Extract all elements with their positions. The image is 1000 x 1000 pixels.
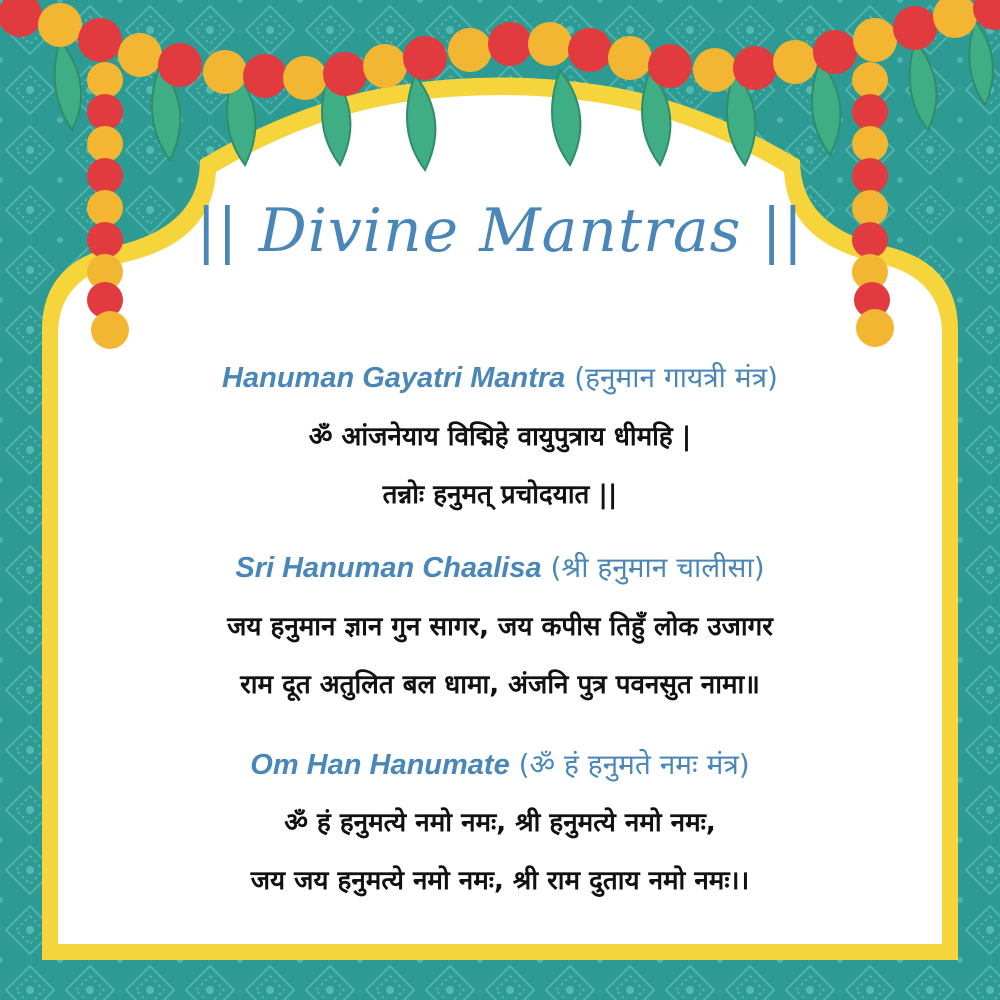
verse-line: तन्नोः हनुमत् प्रचोदयात || <box>382 480 618 510</box>
heading-english: Sri Hanuman Chaalisa <box>235 552 542 584</box>
page-title <box>0 196 1000 266</box>
verse-line: राम दूत अतुलित बल धामा, अंजनि पुत्र पवनसुत नामा॥ <box>240 670 760 700</box>
heading-hindi: (ॐ हं हनुमते नमः मंत्र) <box>518 748 750 781</box>
section-heading-chaalisa <box>0 548 1000 586</box>
verse-block-chaalisa <box>60 598 940 714</box>
verse-block-om-han <box>60 794 940 910</box>
title-bars-left: || <box>196 196 239 266</box>
heading-hindi: (हनुमान गायत्री मंत्र) <box>574 361 778 394</box>
section-heading-gayatri <box>0 358 1000 396</box>
verse-line: जय हनुमान ज्ञान गुन सागर, जय कपीस तिहुँ लोक उजागर <box>227 612 773 642</box>
heading-hindi: (श्री हनुमान चालीसा) <box>550 551 765 584</box>
title-text: Divine Mantras <box>258 196 742 266</box>
verse-block-gayatri <box>60 408 940 524</box>
verse-line: ॐ आंजनेयाय विद्मिहे वायुपुत्राय धीमहि | <box>308 422 692 452</box>
verse-line: जय जय हनुमत्ये नमो नमः, श्री राम दुताय नमो नमः।। <box>250 866 750 896</box>
title-bars-right: || <box>761 196 804 266</box>
heading-english: Om Han Hanumate <box>250 749 510 781</box>
verse-line: ॐ हं हनुमत्ये नमो नमः, श्री हनुमत्ये नमो नमः, <box>284 808 716 838</box>
heading-english: Hanuman Gayatri Mantra <box>222 362 566 394</box>
section-heading-om-han <box>0 745 1000 783</box>
